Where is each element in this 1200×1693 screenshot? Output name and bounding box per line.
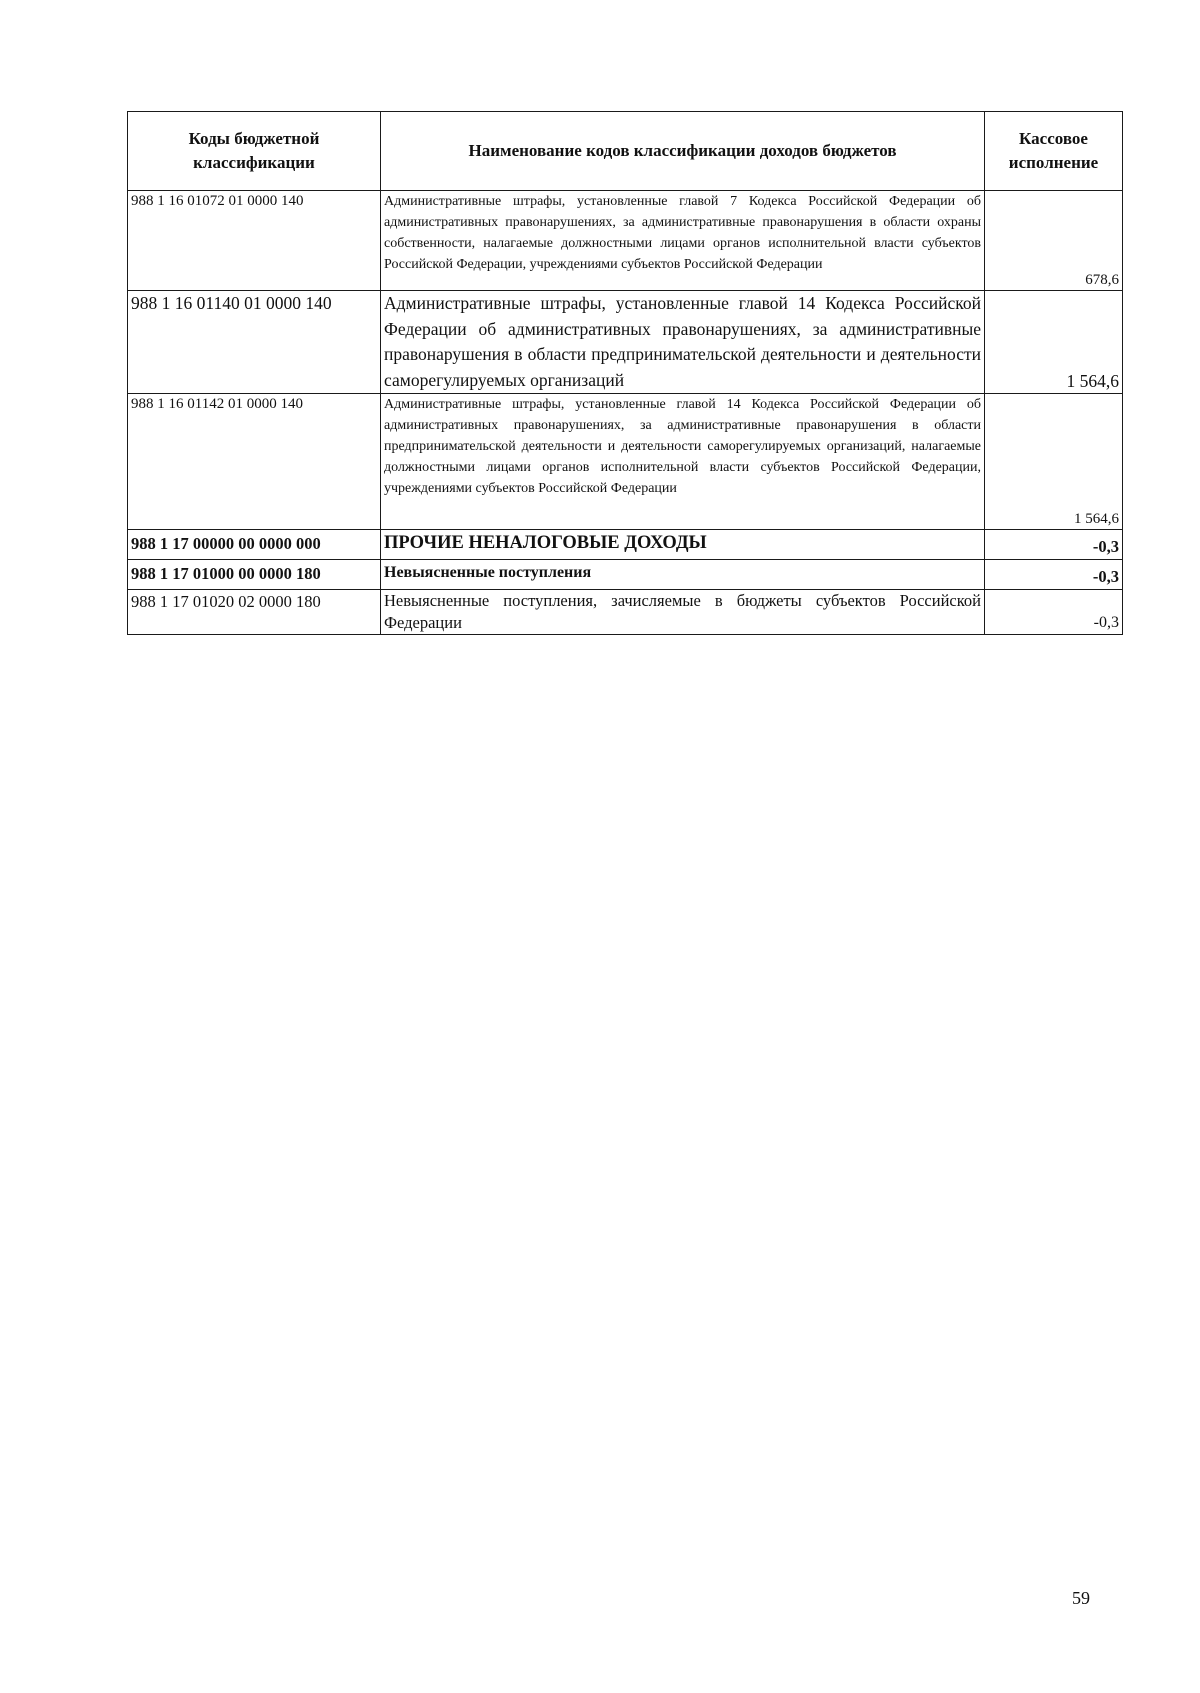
row-code: 988 1 17 01020 02 0000 180 [128, 590, 381, 635]
table-row [128, 530, 1123, 560]
row-amount: -0,3 [985, 530, 1123, 560]
header-name: Наименование кодов классификации доходов бюджетов [381, 112, 985, 191]
row-amount: 1 564,6 [985, 394, 1123, 530]
row-name: Административные штрафы, установленные главой 14 Кодекса Российской Федерации об административных правонарушениях, за административные правонарушения в области предпринимательской деятельности и деятельности саморегулируемых организаций [381, 291, 985, 394]
row-code: 988 1 16 01140 01 0000 140 [128, 291, 381, 394]
row-code: 988 1 16 01142 01 0000 140 [128, 394, 381, 530]
row-name: Невыясненные поступления, зачисляемые в бюджеты субъектов Российской Федерации [381, 590, 985, 635]
row-name: Невыясненные поступления [381, 560, 985, 590]
row-amount: -0,3 [985, 590, 1123, 635]
header-amount: Кассовое исполнение [985, 112, 1123, 191]
table-row [128, 590, 1123, 635]
table-row [128, 560, 1123, 590]
row-name: Административные штрафы, установленные главой 14 Кодекса Российской Федерации об административных правонарушениях, за административные правонарушения в области предпринимательской деятельности и деятельности саморегулируемых организаций, налагаемые должностными лицами органов исполнительной власти субъектов Российской Федерации, учреждениями субъектов Российской Федерации [381, 394, 985, 530]
budget-classification-table [127, 111, 1123, 635]
row-name: Административные штрафы, установленные главой 7 Кодекса Российской Федерации об административных правонарушениях, за административные правонарушения в области охраны собственности, налагаемые должностными лицами органов исполнительной власти субъектов Российской Федерации, учреждениями субъектов Российской Федерации [381, 191, 985, 291]
row-name: ПРОЧИЕ НЕНАЛОГОВЫЕ ДОХОДЫ [381, 530, 985, 560]
table-header-row [128, 112, 1123, 191]
row-amount: -0,3 [985, 560, 1123, 590]
row-amount: 678,6 [985, 191, 1123, 291]
row-code: 988 1 17 00000 00 0000 000 [128, 530, 381, 560]
table-row [128, 291, 1123, 394]
header-code: Коды бюджетной классификации [128, 112, 381, 191]
row-code: 988 1 16 01072 01 0000 140 [128, 191, 381, 291]
row-amount: 1 564,6 [985, 291, 1123, 394]
table-row [128, 394, 1123, 530]
page-number: 59 [1072, 1588, 1090, 1608]
row-code: 988 1 17 01000 00 0000 180 [128, 560, 381, 590]
table-row [128, 191, 1123, 291]
